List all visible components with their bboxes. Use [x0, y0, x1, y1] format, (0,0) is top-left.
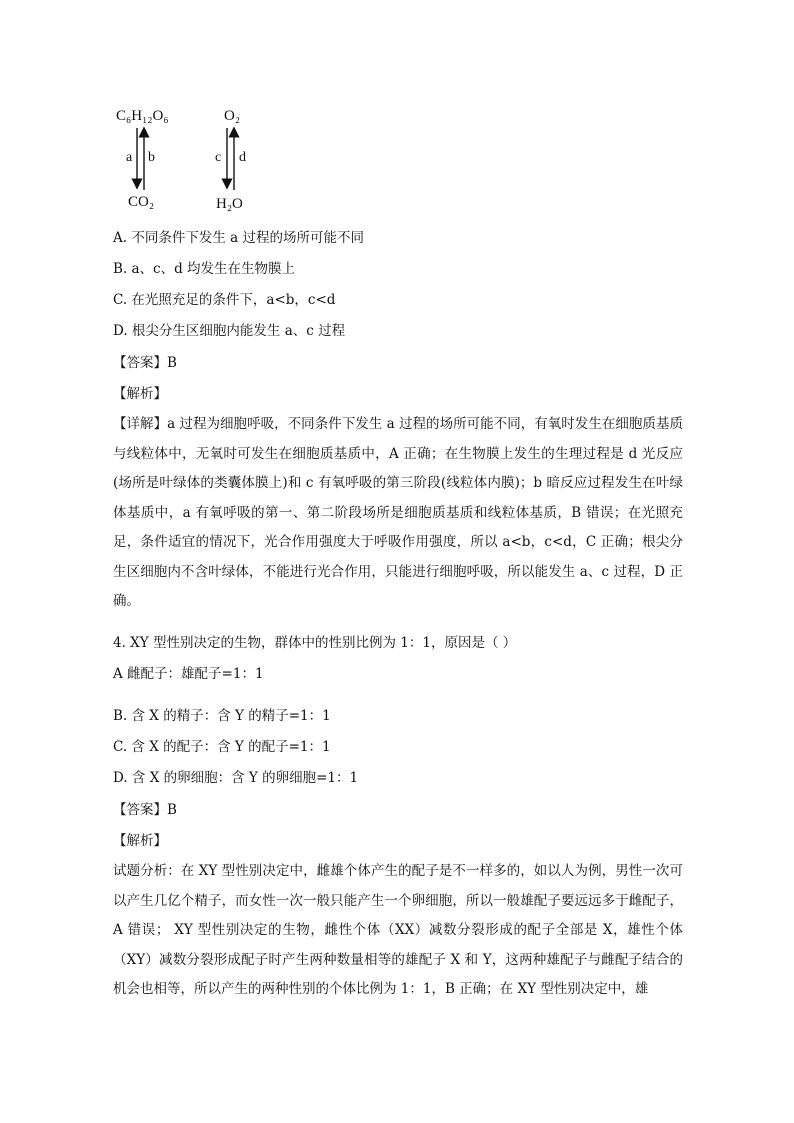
q3-analysis-heading: 【解析】 — [113, 386, 167, 402]
co2-formula: CO₂ — [128, 194, 155, 210]
glucose-formula: C₆H₁₂O₆ — [116, 108, 169, 124]
q3-option-a: A. 不同条件下发生 a 过程的场所可能不同 — [113, 230, 364, 246]
q4-stem: 4. XY 型性别决定的生物，群体中的性别比例为 1：1，原因是（ ） — [113, 635, 517, 651]
q4-option-d: D. 含 X 的卵细胞：含 Y 的卵细胞=1：1 — [113, 770, 359, 786]
reaction-diagram — [112, 104, 272, 216]
label-b: b — [148, 150, 155, 165]
o2-formula: O₂ — [224, 108, 241, 124]
q3-option-c: C. 在光照充足的条件下，a<b，c<d — [113, 292, 336, 308]
q4-option-c: C. 含 X 的配子：含 Y 的配子=1：1 — [113, 739, 331, 755]
q3-analysis: 【详解】a 过程为细胞呼吸，不同条件下发生 a 过程的场所可能不同，有氧时发生在细胞质基质与线粒体中，无氧时可发生在细胞质基质中，A 正确；在生物膜上发生的生理过程是 d 光反应(场所是叶绿体的类囊体膜上)和 c 有氧呼吸的第三阶段(线粒体内膜)；b 暗反应过程发生在叶绿体基质中，a 有氧呼吸的第一、第二阶段场所是细胞质基质和线粒体基质，B 错误；在光照充足，条件适宜的情况下，光合作用强度大于呼吸作用强度，所以 a<b，c<d，C 正确；根尖分生区细胞内不含叶绿体，不能进行光合作用，只能进行细胞呼吸，所以能发生 a、c 过程，D 正确。 — [113, 416, 683, 609]
q4-analysis: 试题分析：在 XY 型性别决定中，雌雄个体产生的配子是不一样多的，如以人为例，男性一次可以产生几亿个精子，而女性一次一般只能产生一个卵细胞，所以一般雄配子要远远多于雌配子，A 错误； XY 型性别决定的生物，雌性个体（XX）减数分裂形成的配子全部是 X，雄性个体（XY）减数分裂形成配子时产生两种数量相等的雄配子 X 和 Y，这两种雄配子与雌配子结合的机会也相等，所以产生的两种性别的个体比例为 1：1，B 正确；在 XY 型性别决定中，雄 — [113, 863, 683, 997]
h2o-formula: H₂O — [216, 196, 243, 212]
label-d: d — [239, 150, 246, 165]
q3-option-b: B. a、c、d 均发生在生物膜上 — [113, 261, 296, 277]
label-c: c — [215, 150, 222, 165]
q3-answer: 【答案】B — [113, 355, 177, 371]
q4-option-b: B. 含 X 的精子：含 Y 的精子=1：1 — [113, 708, 331, 724]
q4-answer: 【答案】B — [113, 802, 177, 818]
q3-option-d: D. 根尖分生区细胞内能发生 a、c 过程 — [113, 323, 346, 339]
q4-analysis-heading: 【解析】 — [113, 833, 167, 849]
label-a: a — [126, 150, 133, 165]
q4-option-a: A 雌配子：雄配子=1：1 — [113, 666, 264, 682]
